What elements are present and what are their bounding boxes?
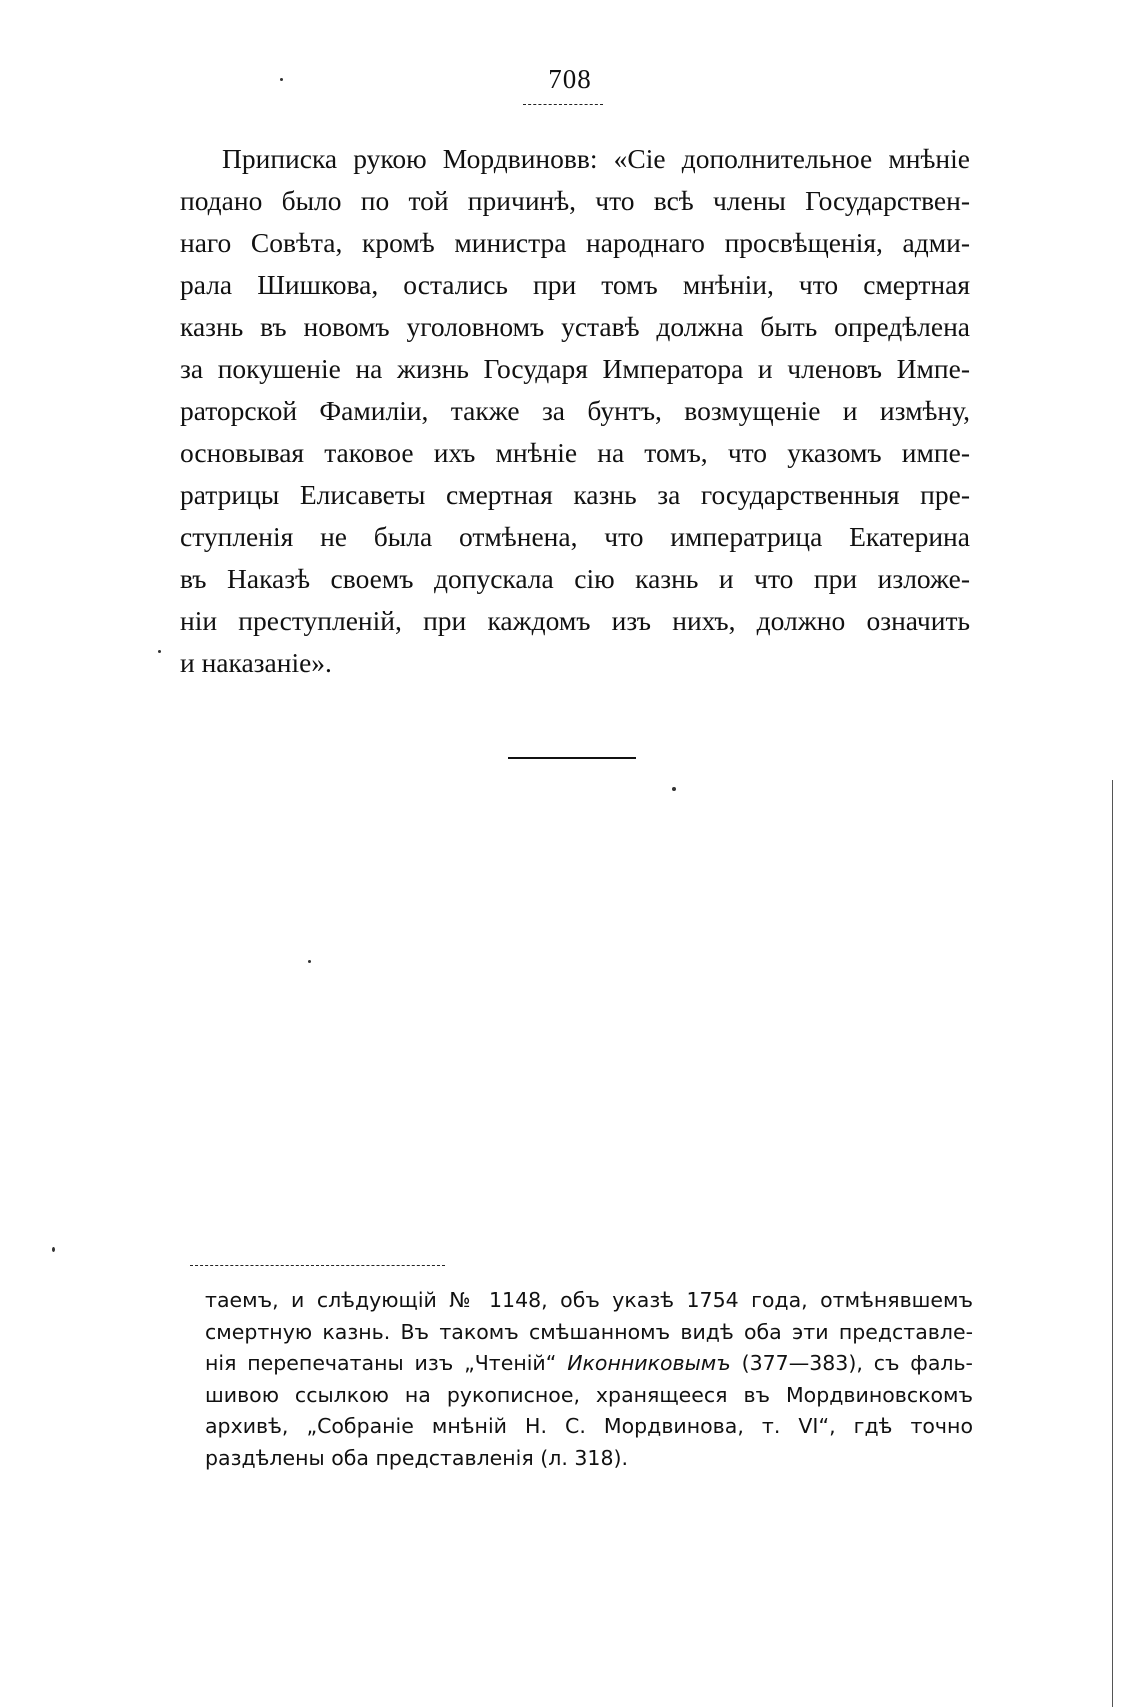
footnote-italic-name: Иконниковымъ bbox=[567, 1351, 731, 1375]
main-text-line: наго Совѣта, кромѣ министра народнаго просвѣщенія, адми- bbox=[180, 227, 970, 258]
main-text-line: раторской Фамиліи, также за бунтъ, возмущеніе и измѣну, bbox=[180, 395, 970, 426]
section-divider bbox=[508, 757, 636, 759]
main-text-block bbox=[180, 138, 970, 684]
main-text-line: основывая таковое ихъ мнѣніе на томъ, что указомъ импе- bbox=[180, 437, 970, 468]
footnote-text-segment: (377—383), съ фаль- bbox=[741, 1351, 973, 1375]
scan-speck bbox=[158, 650, 161, 653]
main-text-line: въ Наказѣ своемъ допускала сію казнь и что при изложе- bbox=[180, 563, 970, 594]
footnote-line: шивою ссылкою на рукописное, хранящееся въ Мордвиновскомъ bbox=[205, 1382, 973, 1407]
main-text-line: казнь въ новомъ уголовномъ уставѣ должна быть опредѣлена bbox=[180, 311, 970, 342]
main-text-line: ступленія не была отмѣнена, что императрица Екатерина bbox=[180, 521, 970, 552]
scan-speck bbox=[672, 787, 676, 791]
footnote-line: архивѣ, „Собраніе мнѣній Н. С. Мордвинова, т. VI“, гдѣ точно bbox=[205, 1414, 973, 1438]
footnote-line: раздѣлены оба представленія (л. 318). bbox=[205, 1445, 629, 1470]
main-text-line: рала Шишкова, остались при томъ мнѣніи, что смертная bbox=[180, 269, 970, 300]
footnote-text-segment: нія перепечатаны изъ „Чтеній“ bbox=[205, 1351, 557, 1375]
main-text-line: Приписка рукою Мордвиновв: «Сіе дополнительное мнѣніе bbox=[222, 143, 970, 174]
main-text-line: подано было по той причинѣ, что всѣ члены Государствен- bbox=[180, 185, 970, 216]
scan-edge-line bbox=[1112, 780, 1113, 1707]
footnote-line bbox=[205, 1348, 973, 1380]
footnote-line: таемъ, и слѣдующій № 1148, объ указѣ 1754 года, отмѣнявшемъ bbox=[205, 1288, 973, 1312]
main-text-line: ратрицы Елисаветы смертная казнь за государственныя пре- bbox=[180, 479, 970, 510]
footnote-separator bbox=[190, 1265, 445, 1266]
footnote-block bbox=[205, 1285, 973, 1474]
page-number-underline bbox=[523, 104, 603, 105]
footnote-line: смертную казнь. Въ такомъ смѣшанномъ видѣ оба эти представле- bbox=[205, 1319, 973, 1344]
main-text-line: и наказаніе». bbox=[180, 647, 332, 678]
scan-speck bbox=[52, 1247, 55, 1252]
page-number: 708 bbox=[548, 64, 592, 94]
scan-speck bbox=[308, 960, 311, 963]
main-text-line: за покушеніе на жизнь Государя Императора и членовъ Импе- bbox=[180, 353, 970, 384]
scan-speck bbox=[280, 78, 283, 81]
main-text-line: ніи преступленій, при каждомъ изъ нихъ, должно означить bbox=[180, 605, 970, 636]
